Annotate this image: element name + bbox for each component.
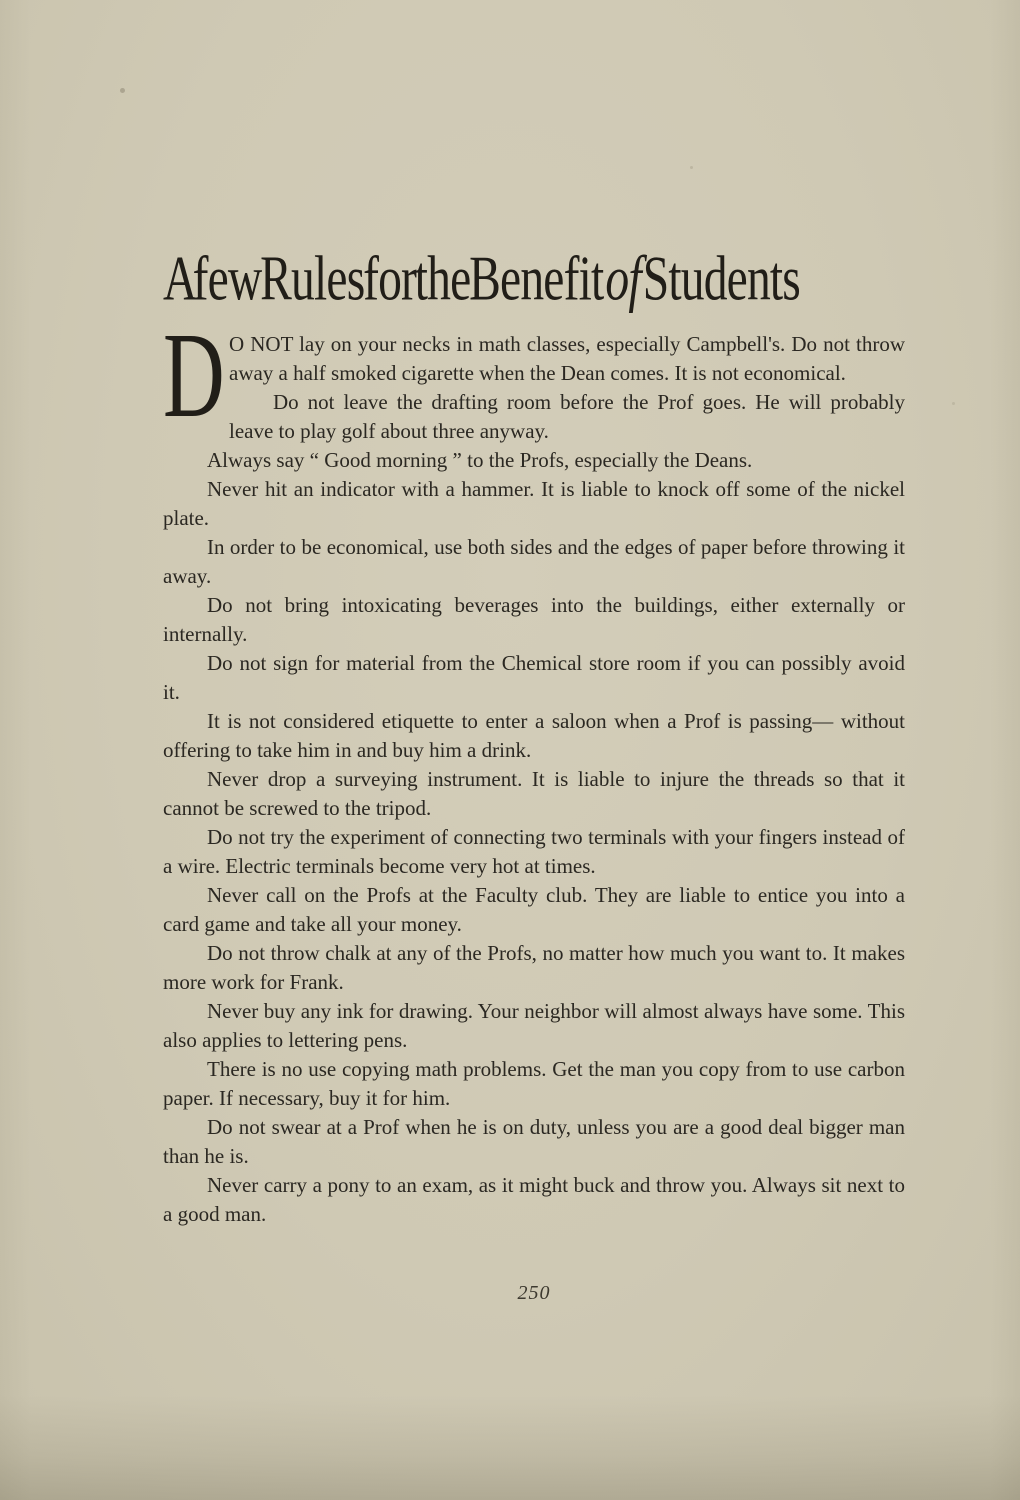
page-title-part2: Students bbox=[644, 242, 800, 314]
rule-paragraph: Never drop a surveying instrument. It is liable to injure the threads so that it cannot be screwed to the tripod. bbox=[163, 767, 905, 820]
rule-paragraph: Do not try the experiment of connecting two terminals with your fingers instead of a wire. Electric terminals become very hot at times. bbox=[163, 825, 905, 878]
page-number: 250 bbox=[517, 1282, 551, 1304]
rule-paragraph: Always say “ Good morning ” to the Profs, especially the Deans. bbox=[207, 448, 753, 472]
rule-paragraph: Do not throw chalk at any of the Profs, no matter how much you want to. It makes more work for Frank. bbox=[163, 941, 905, 994]
rule-paragraph: Do not swear at a Prof when he is on duty, unless you are a good deal bigger man than he is. bbox=[163, 1115, 905, 1168]
page-title-of: of bbox=[605, 242, 641, 314]
paper-speck bbox=[952, 402, 955, 405]
rule-paragraph: Do not sign for material from the Chemical store room if you can possibly avoid it. bbox=[163, 651, 905, 704]
rules-text-block bbox=[163, 308, 905, 1229]
rule-paragraph: Do not leave the drafting room before the Prof goes. He will probably leave to play golf about three anyway. bbox=[229, 390, 905, 443]
rule-paragraph: Never buy any ink for drawing. Your neighbor will almost always have some. This also applies to lettering pens. bbox=[163, 999, 905, 1052]
drop-cap-letter: D bbox=[163, 308, 225, 443]
rule-paragraph: Never hit an indicator with a hammer. It is liable to knock off some of the nickel plate. bbox=[163, 477, 905, 530]
rule-paragraph-text: O NOT lay on your necks in math classes, especially Campbell's. Do not throw away a half smoked cigarette when the Dean comes. It is not economical. bbox=[229, 332, 905, 385]
page-title-part1: A few Rules for the Benefit bbox=[163, 242, 603, 314]
page-title bbox=[163, 242, 905, 318]
paper-speck bbox=[690, 166, 693, 169]
paper-speck bbox=[120, 88, 125, 93]
rule-paragraph: There is no use copying math problems. Get the man you copy from to use carbon paper. If necessary, buy it for him. bbox=[163, 1057, 905, 1110]
rule-paragraph: In order to be economical, use both sides and the edges of paper before throwing it away. bbox=[163, 535, 905, 588]
rule-paragraph: It is not considered etiquette to enter a saloon when a Prof is passing— without offering to take him in and buy him a drink. bbox=[163, 709, 905, 762]
rule-paragraph: Never call on the Profs at the Faculty club. They are liable to entice you into a card game and take all your money. bbox=[163, 883, 905, 936]
rule-paragraph: Never carry a pony to an exam, as it might buck and throw you. Always sit next to a good man. bbox=[163, 1173, 905, 1226]
rule-paragraph: Do not bring intoxicating beverages into the buildings, either externally or internally. bbox=[163, 593, 905, 646]
